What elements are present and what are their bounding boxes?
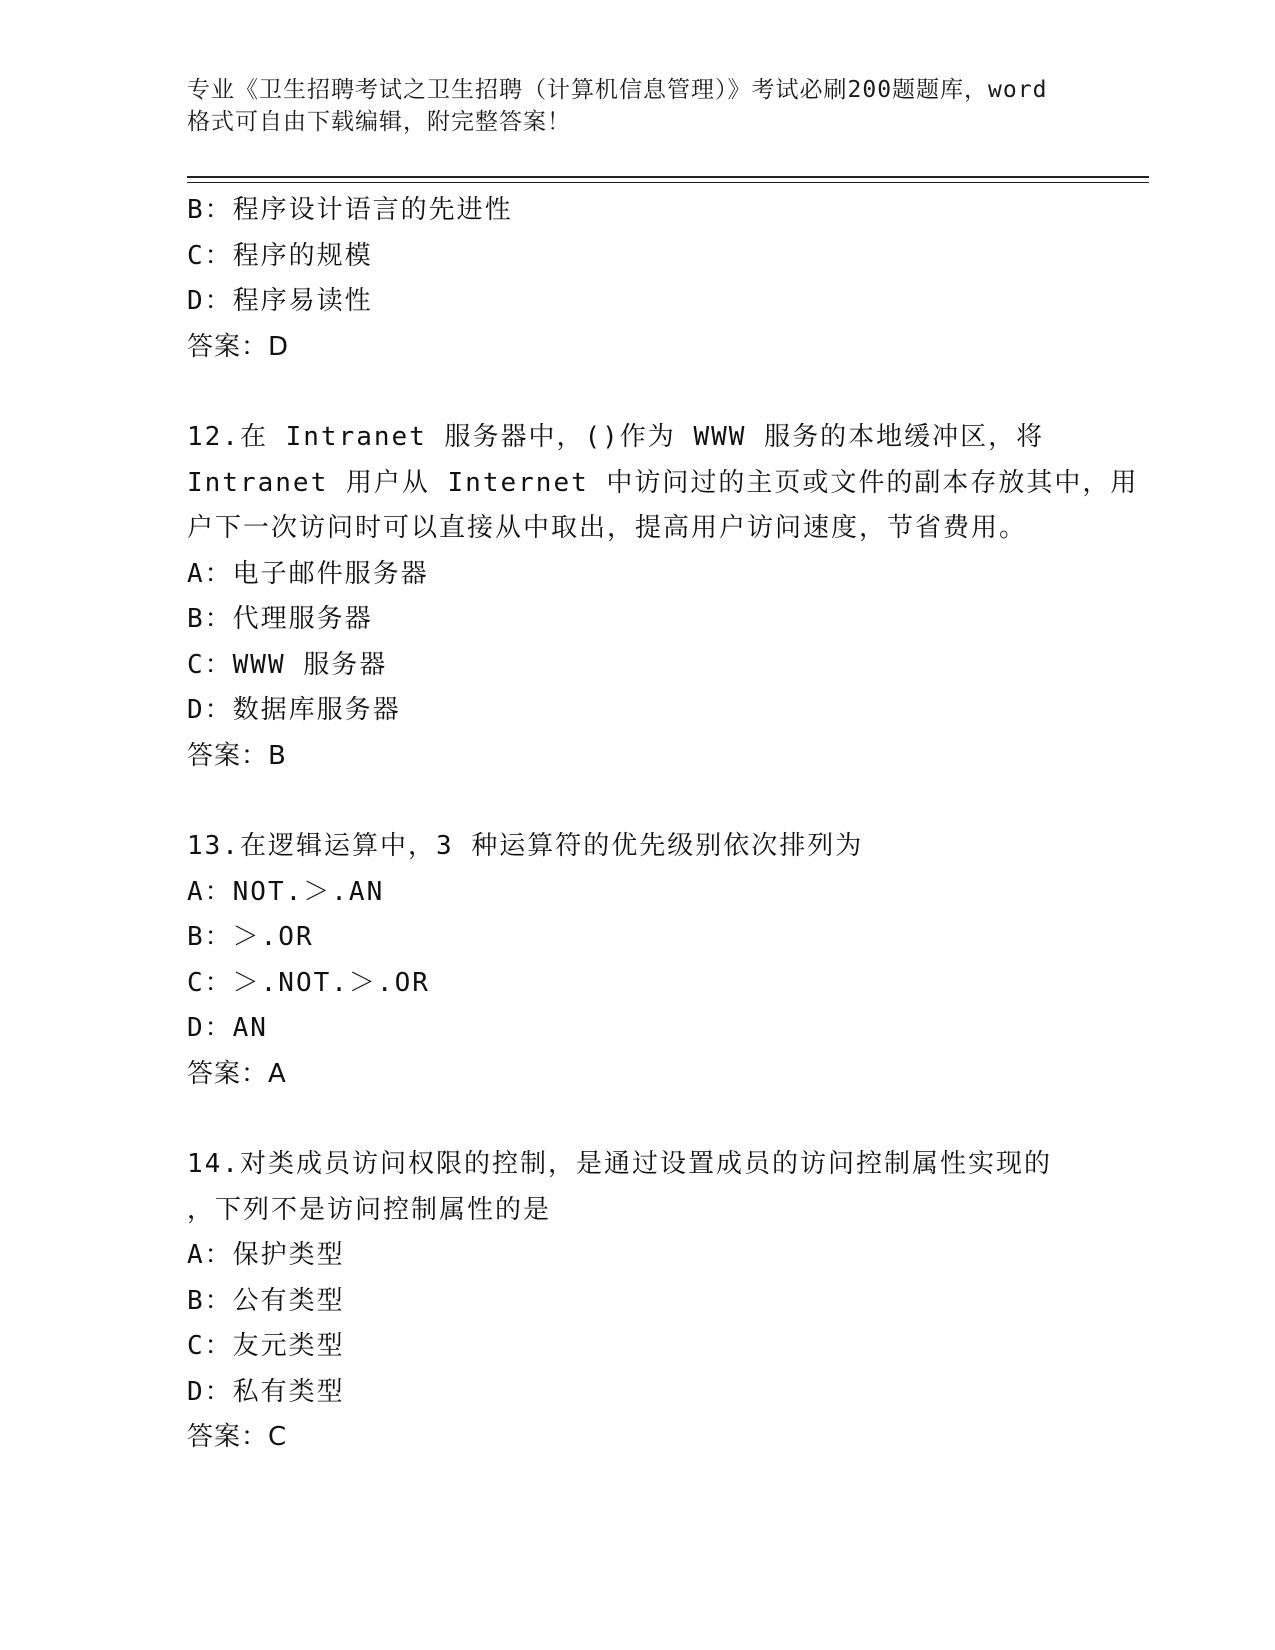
question-stem: 12.在 Intranet 服务器中，()作为 WWW 服务的本地缓冲区，将 (187, 422, 1045, 452)
question-13 (187, 824, 1087, 1097)
answer-line: 答案：D (187, 331, 290, 362)
header-line-1: 专业《卫生招聘考试之卫生招聘（计算机信息管理）》考试必刷200题题库，word (187, 77, 1048, 103)
question-spacer (187, 779, 1087, 824)
question-11 (187, 188, 1087, 370)
question-14 (187, 1142, 1087, 1461)
question-spacer (187, 370, 1087, 415)
question-stem: 13.在逻辑运算中，3 种运算符的优先级别依次排列为 (187, 831, 864, 861)
question-list (187, 188, 1139, 1461)
option-b: B：程序设计语言的先进性 (187, 195, 513, 225)
page-header (187, 74, 1087, 138)
option-d: D：数据库服务器 (187, 695, 401, 725)
option-c: C：＞.NOT.＞.OR (187, 967, 430, 998)
answer-line: 答案：A (187, 1058, 287, 1089)
header-divider-thin (187, 182, 1149, 183)
option-d: D：私有类型 (187, 1376, 345, 1407)
option-c: C：程序的规模 (187, 240, 373, 271)
header-divider-thick (187, 176, 1149, 178)
question-stem: Intranet 用户从 Internet 中访问过的主页或文件的副本存放其中，用 (187, 467, 1139, 498)
question-12 (187, 415, 1139, 779)
option-d: D：AN (187, 1013, 268, 1043)
option-b: B：＞.OR (187, 922, 314, 952)
option-d: D：程序易读性 (187, 286, 373, 316)
option-c: C：友元类型 (187, 1331, 345, 1361)
option-b: B：公有类型 (187, 1285, 345, 1316)
answer-line: 答案：C (187, 1422, 288, 1452)
option-c: C：WWW 服务器 (187, 649, 388, 680)
option-a: A：电子邮件服务器 (187, 558, 429, 589)
question-stem: 14.对类成员访问权限的控制，是通过设置成员的访问控制属性实现的 (187, 1149, 1052, 1179)
question-stem: ，下列不是访问控制属性的是 (187, 1194, 552, 1225)
question-spacer (187, 1097, 1087, 1142)
option-a: A：NOT.＞.AN (187, 876, 385, 907)
answer-line: 答案：B (187, 740, 287, 771)
header-line-2: 格式可自由下载编辑，附完整答案！ (187, 109, 571, 135)
option-b: B：代理服务器 (187, 604, 373, 634)
option-a: A：保护类型 (187, 1240, 345, 1270)
question-stem: 户下一次访问时可以直接从中取出，提高用户访问速度，节省费用。 (187, 513, 1028, 543)
